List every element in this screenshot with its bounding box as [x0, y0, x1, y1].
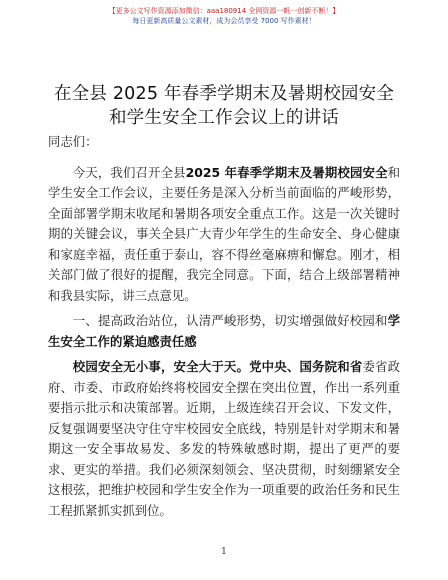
paragraph-intro-bold: 2025 年春季学期末及暑期校园安全 — [185, 164, 388, 180]
paragraph-intro-prefix: 今天，我们召开全县 — [72, 164, 186, 180]
paragraph-intro — [48, 163, 400, 307]
promo-banner — [0, 6, 448, 26]
paragraph-intro-rest: 和学生安全工作会议，主要任务是深入分析当前面临的严峻形势，全面部署学期末收尾和暑期各项安全重点工作。这是一次关键时期的关键会议，事关全县广大青少年学生的生命安全、身心健康和家庭幸福，责任重于泰山，容不得丝毫麻痹和懈怠。刚才，相关部门做了很好的提醒，我完全同意。下面，结合上级部署精神和我县实际，讲三点意见。 — [48, 164, 400, 303]
section-heading-1 — [48, 311, 400, 352]
section-heading-1-line1: 一、提高政治站位，认清严峻形势，切实增强做好校园和 — [72, 313, 388, 328]
promo-banner-line1: 【更多公文写作资源添加微信：aaa180914 全网资源一帆一创新不断！】 — [108, 7, 340, 15]
document-body — [48, 132, 400, 526]
document-title: 在全县 2025 年春季学期末及暑期校园安全和学生安全工作会议上的讲话 — [53, 84, 395, 128]
paragraph-safety-rest: 委省政府、市委、市政府始终将校园安全摆在突出位置，作出一系列重要指示批示和决策部署。近期，上级连续召开会议、下发文件，反复强调要坚决守住守牢校园安全底线，特别是针对学期末和暑期这一安全事故易发、多发的特殊敏感时期，提出了更严的要求、更实的举措。我们必须深刻领会、坚决贯彻，时刻绷紧安全这根弦，把维护校园和学生安全作为一项重要的政治任务和民生工程抓紧抓实抓到位。 — [48, 359, 401, 518]
page-number: 1 — [221, 547, 227, 557]
promo-banner-line2: 每日更新高质量公文素材，成为会员享受 7000 写作素材！ — [132, 17, 316, 25]
greeting: 同志们： — [48, 134, 98, 149]
paragraph-safety — [48, 357, 400, 521]
paragraph-safety-bold: 校园安全无小事，安全大于天。党中央、国务院和省 — [72, 359, 363, 374]
section-heading-1-bold: 学生安全工作的紧迫感责任感 — [48, 313, 400, 349]
